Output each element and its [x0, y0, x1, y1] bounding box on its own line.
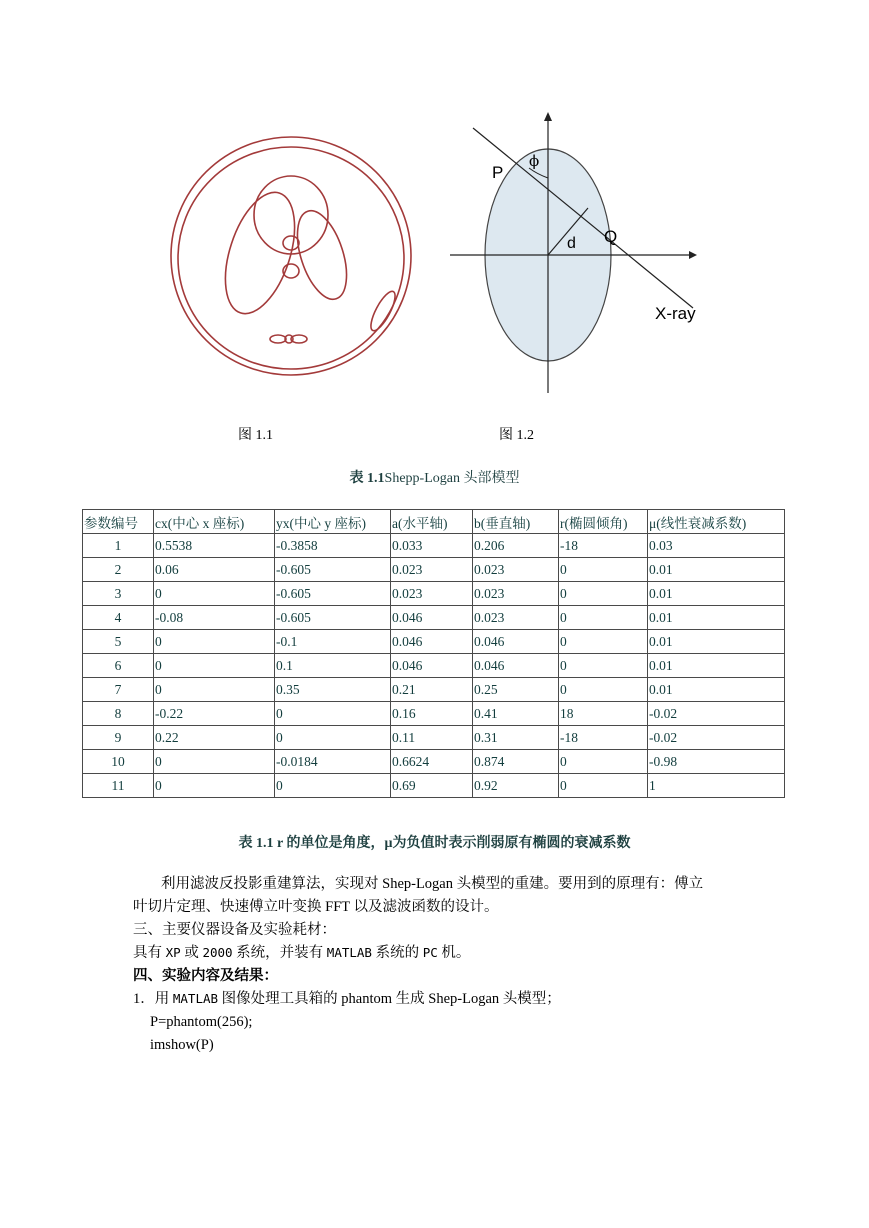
table-cell: 0	[559, 774, 648, 798]
step-1-text	[133, 988, 561, 1010]
table-row	[83, 726, 785, 750]
table-row	[83, 558, 785, 582]
table-cell: -0.02	[648, 726, 785, 750]
label-d: d	[567, 235, 576, 252]
table-cell: 0.41	[473, 702, 559, 726]
table-cell: 0.35	[275, 678, 391, 702]
table-cell: 3	[83, 582, 154, 606]
table-cell: 0.1	[275, 654, 391, 678]
table-cell: -0.605	[275, 582, 391, 606]
ellipse-2	[270, 335, 286, 343]
table-cell: 0	[559, 606, 648, 630]
table-cell: -18	[559, 534, 648, 558]
step1-matlab: MATLAB	[172, 991, 219, 1006]
table-title	[0, 467, 869, 487]
header-r: r(椭圆倾角)	[559, 510, 648, 534]
y-axis-arrow	[544, 112, 552, 121]
table-title-number: 表 1.1	[349, 471, 385, 486]
table-cell: 1	[648, 774, 785, 798]
shepp-logan-parameter-table	[82, 509, 785, 798]
table-cell: 0	[154, 750, 275, 774]
s3-pc: PC	[422, 945, 438, 960]
table-cell: -0.22	[154, 702, 275, 726]
table-cell: 5	[83, 630, 154, 654]
s3-part-b: 或	[180, 945, 203, 961]
table-row	[83, 774, 785, 798]
projection-geometry-figure	[445, 108, 715, 398]
table-cell: -0.3858	[275, 534, 391, 558]
table-cell: 0.046	[391, 654, 473, 678]
header-mu: μ(线性衰减系数)	[648, 510, 785, 534]
table-cell: 0.01	[648, 558, 785, 582]
header-param-id: 参数编号	[83, 510, 154, 534]
table-cell: -0.02	[648, 702, 785, 726]
table-cell: 0.25	[473, 678, 559, 702]
table-cell: 0	[275, 702, 391, 726]
table-body	[83, 534, 785, 798]
table-cell: 7	[83, 678, 154, 702]
table-cell: 0.046	[391, 606, 473, 630]
table-cell: 0.01	[648, 582, 785, 606]
header-cy: yx(中心 y 座标)	[275, 510, 391, 534]
ellipse-9-right	[288, 205, 356, 305]
table-cell: 0.01	[648, 606, 785, 630]
table-cell: 11	[83, 774, 154, 798]
ellipse-5	[283, 236, 299, 250]
step1-part-a: 1．用	[133, 991, 173, 1007]
table-cell: 0.92	[473, 774, 559, 798]
s3-2000: 2000	[202, 945, 233, 960]
s3-matlab: MATLAB	[326, 945, 372, 960]
table-header-row	[83, 510, 785, 534]
table-cell: 0.023	[473, 606, 559, 630]
table-row	[83, 630, 785, 654]
table-row	[83, 582, 785, 606]
figure-1-2-caption: 图 1.2	[499, 428, 534, 443]
header-cx: cx(中心 x 座标)	[154, 510, 275, 534]
table-cell: 0.21	[391, 678, 473, 702]
label-phi: ϕ	[529, 152, 540, 170]
table-cell: 0	[559, 678, 648, 702]
table-cell: -18	[559, 726, 648, 750]
table-cell: 0.5538	[154, 534, 275, 558]
table-cell: 6	[83, 654, 154, 678]
figure-1-1-caption: 图 1.1	[238, 428, 273, 443]
table-cell: 0.046	[473, 630, 559, 654]
label-q: Q	[604, 227, 618, 246]
table-cell: 0.023	[391, 582, 473, 606]
s3-part-c: 系统，并装有	[232, 945, 327, 961]
s3-part-a: 具有	[133, 945, 166, 961]
s3-xp: XP	[165, 945, 181, 960]
header-a: a(水平轴)	[391, 510, 473, 534]
table-cell: 9	[83, 726, 154, 750]
table-cell: 0	[154, 774, 275, 798]
step1-part-b: 图像处理工具箱的 phantom 生成 Shep-Logan 头模型；	[218, 991, 561, 1007]
table-cell: 0.6624	[391, 750, 473, 774]
table-cell: 0	[154, 678, 275, 702]
ellipse-8-left	[212, 184, 308, 322]
table-row	[83, 534, 785, 558]
table-cell: 0	[275, 726, 391, 750]
table-title-text: Shepp-Logan 头部模型	[384, 471, 520, 486]
table-cell: -0.1	[275, 630, 391, 654]
table-cell: 0.206	[473, 534, 559, 558]
header-b: b(垂直轴)	[473, 510, 559, 534]
table-cell: 0.046	[473, 654, 559, 678]
table-cell: 0.16	[391, 702, 473, 726]
s3-part-d: 系统的	[371, 945, 423, 961]
ellipse-1-tumor	[366, 288, 399, 333]
paragraph-line-2: 叶切片定理、快速傅立叶变换 FFT 以及滤波函数的设计。	[133, 899, 499, 915]
table-cell: -0.605	[275, 606, 391, 630]
table-cell: 0.023	[473, 582, 559, 606]
table-cell: -0.0184	[275, 750, 391, 774]
table-cell: 0.22	[154, 726, 275, 750]
table-note: 表 1.1 r 的单位是角度，μ为负值时表示削弱原有椭圆的衰减系数	[238, 836, 631, 851]
table-cell: 0.033	[391, 534, 473, 558]
table-cell: 0.01	[648, 654, 785, 678]
table-row	[83, 678, 785, 702]
table-cell: 0.046	[391, 630, 473, 654]
table-cell: 0	[154, 582, 275, 606]
table-row	[83, 750, 785, 774]
table-cell: -0.08	[154, 606, 275, 630]
code-line-2: imshow(P)	[150, 1037, 214, 1053]
table-cell: 4	[83, 606, 154, 630]
table-cell: 0.03	[648, 534, 785, 558]
code-line-1: P=phantom(256);	[150, 1014, 253, 1030]
table-cell: 0	[275, 774, 391, 798]
table-cell: 18	[559, 702, 648, 726]
table-cell: 0.01	[648, 678, 785, 702]
table-cell: 0	[559, 630, 648, 654]
table-row	[83, 654, 785, 678]
table-cell: 0.023	[391, 558, 473, 582]
table-cell: 0.874	[473, 750, 559, 774]
table-cell: 0	[559, 558, 648, 582]
table-cell: -0.605	[275, 558, 391, 582]
table-row	[83, 702, 785, 726]
table-cell: -0.98	[648, 750, 785, 774]
table-cell: 0	[154, 654, 275, 678]
shepp-logan-phantom-figure	[165, 110, 425, 400]
s3-part-e: 机。	[437, 945, 471, 961]
table-cell: 0	[559, 582, 648, 606]
label-p: P	[492, 163, 504, 182]
table-cell: 0.023	[473, 558, 559, 582]
table-cell: 0.01	[648, 630, 785, 654]
x-axis-arrow	[689, 251, 697, 259]
table-cell: 0	[559, 750, 648, 774]
table-cell: 0.11	[391, 726, 473, 750]
table-cell: 8	[83, 702, 154, 726]
table-cell: 0.06	[154, 558, 275, 582]
table-cell: 0.31	[473, 726, 559, 750]
table-cell: 2	[83, 558, 154, 582]
paragraph-line-1: 利用滤波反投影重建算法，实现对 Shep-Logan 头模型的重建。要用到的原理有：傅立	[161, 876, 704, 892]
table-cell: 1	[83, 534, 154, 558]
label-x-ray: X-ray	[655, 304, 696, 323]
section-3-text	[133, 942, 470, 964]
table-cell: 0	[154, 630, 275, 654]
section-4-title: 四、实验内容及结果：	[133, 968, 278, 984]
ellipse-7	[254, 176, 328, 254]
section-3-title: 三、主要仪器设备及实验耗材：	[133, 922, 336, 938]
table-cell: 0	[559, 654, 648, 678]
table-cell: 0.69	[391, 774, 473, 798]
table-row	[83, 606, 785, 630]
table-cell: 10	[83, 750, 154, 774]
